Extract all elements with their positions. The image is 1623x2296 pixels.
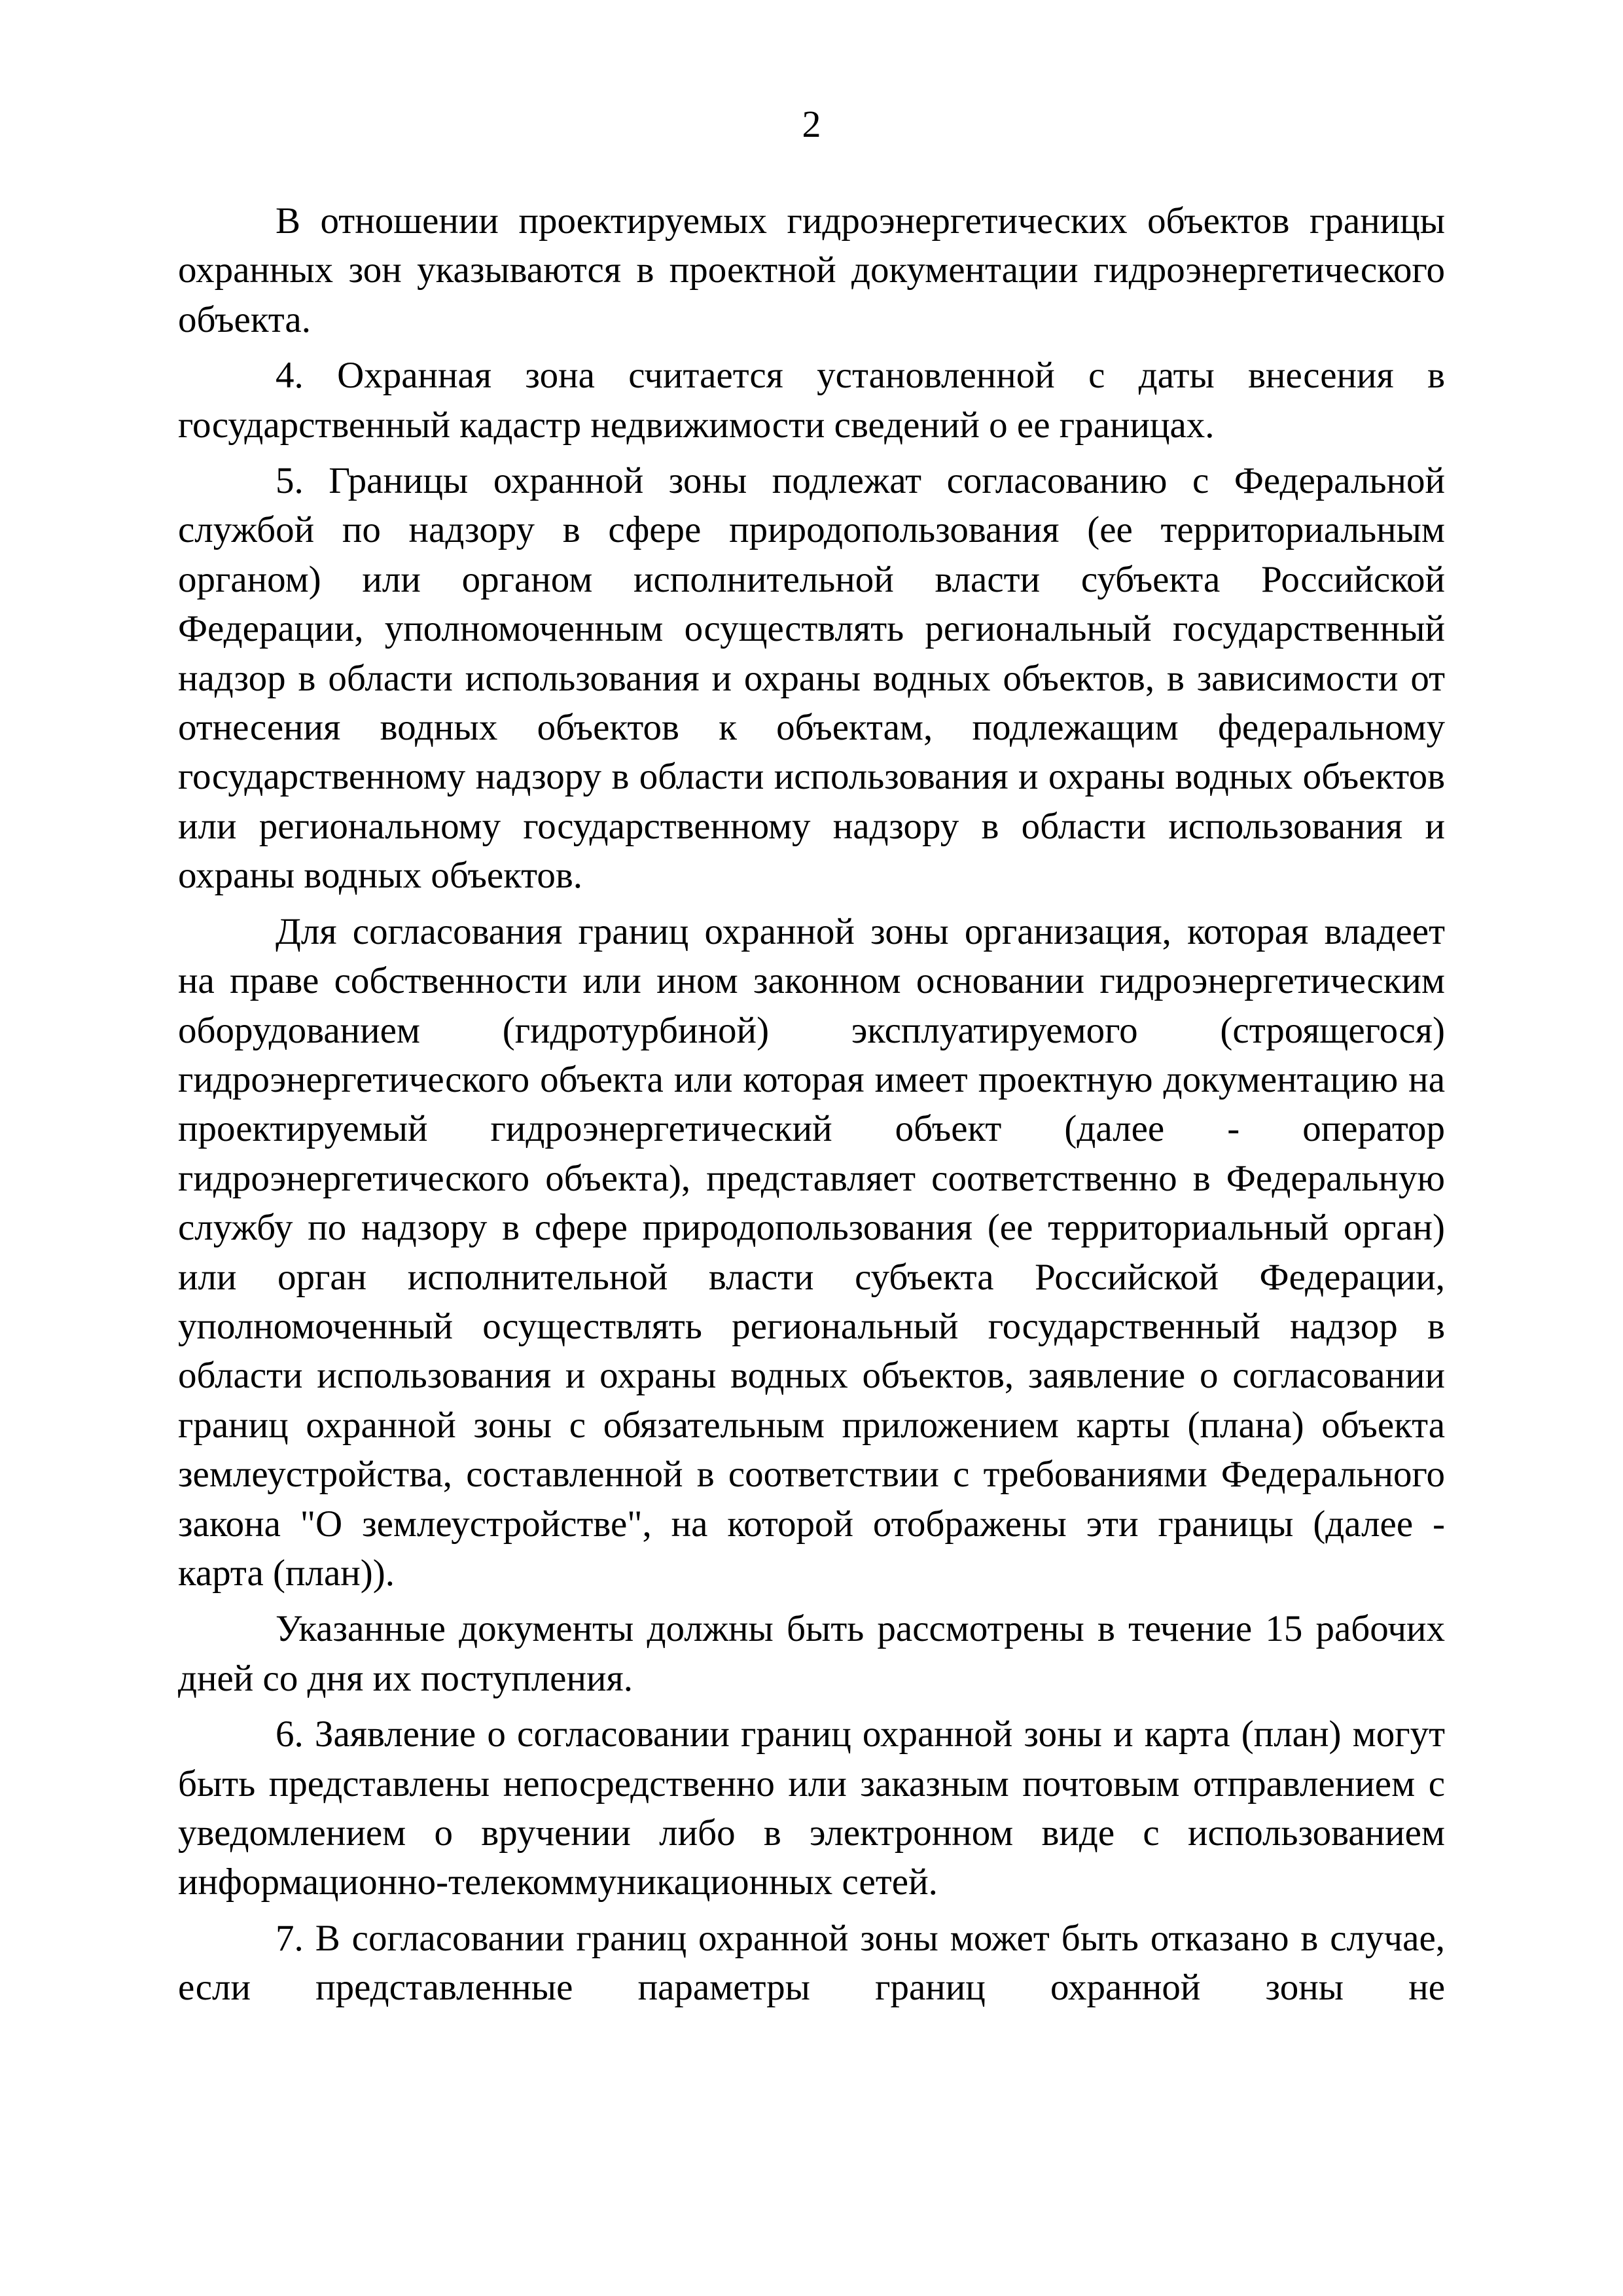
paragraph-6: 6. Заявление о согласовании границ охранной зоны и карта (план) могут быть представлены непосредственно или заказным почтовым отправлением с уведомлением о вручении либо в электронном виде с использованием информационно-телекоммуникационных сетей.	[178, 1713, 1445, 1903]
paragraph-5: Указанные документы должны быть рассмотрены в течение 15 рабочих дней со дня их поступления.	[178, 1608, 1445, 1699]
paragraph-1: В отношении проектируемых гидроэнергетических объектов границы охранных зон указываются в проектной документации гидроэнергетического объекта.	[178, 200, 1445, 340]
body-text	[178, 196, 1445, 2013]
paragraph-2: 4. Охранная зона считается установленной с даты внесения в государственный кадастр недвижимости сведений о ее границах.	[178, 355, 1445, 446]
paragraph-4: Для согласования границ охранной зоны организация, которая владеет на праве собственности или ином законном основании гидроэнергетическим оборудованием (гидротурбиной) эксплуатируемого (строящегося) гидроэнергетического объекта или которая имеет проектную документацию на проектируемый гидроэнергетический объект (далее - оператор гидроэнергетического объекта), представляет соответственно в Федеральную службу по надзору в сфере природопользования (ее территориальный орган) или орган исполнительной власти субъекта Российской Федерации, уполномоченный осуществлять региональный государственный надзор в области использования и охраны водных объектов, заявление о согласовании границ охранной зоны с обязательным приложением карты (плана) объекта землеустройства, составленной в соответствии с требованиями Федерального закона "О землеустройстве", на которой отображены эти границы (далее - карта (план)).	[178, 910, 1445, 1594]
paragraph-7: 7. В согласовании границ охранной зоны может быть отказано в случае, если представленные параметры границ охранной зоны не	[178, 1917, 1445, 2009]
page-number: 2	[802, 103, 821, 145]
paragraph-3: 5. Границы охранной зоны подлежат согласованию с Федеральной службой по надзору в сфере природопользования (ее территориальным органом) или органом исполнительной власти субъекта Российской Федерации, уполномоченным осуществлять региональный государственный надзор в области использования и охраны водных объектов, в зависимости от отнесения водных объектов к объектам, подлежащим федеральному государственному надзору в области использования и охраны водных объектов или региональному государственному надзору в области использования и охраны водных объектов.	[178, 460, 1445, 897]
